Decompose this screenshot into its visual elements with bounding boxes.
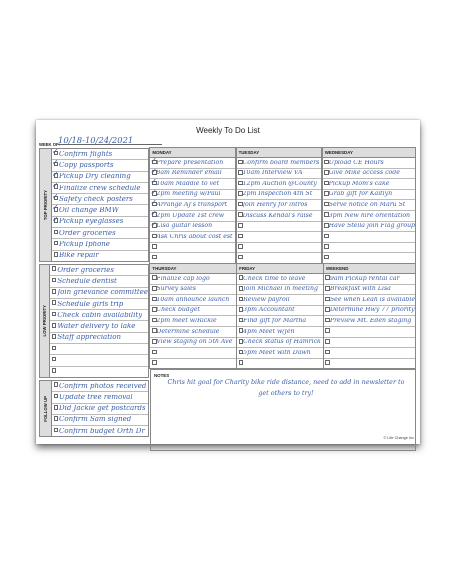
checkbox[interactable] (238, 255, 243, 260)
task-row[interactable] (150, 285, 235, 296)
checkbox[interactable] (52, 312, 57, 317)
task-text: Check status of Hamrick (243, 339, 321, 346)
task-row[interactable] (50, 310, 148, 321)
week-row (150, 148, 416, 264)
checkbox[interactable] (52, 300, 57, 305)
checkbox[interactable] (52, 357, 57, 362)
task-text: Confirm board members (242, 159, 320, 166)
group-items (52, 381, 148, 436)
checkbox[interactable] (239, 286, 244, 291)
task-row[interactable] (237, 222, 322, 233)
task-row[interactable] (150, 208, 235, 222)
task-row[interactable] (237, 158, 322, 169)
task-row[interactable] (237, 316, 322, 327)
checkbox[interactable] (238, 234, 243, 239)
checkbox[interactable] (54, 428, 59, 433)
task-row[interactable] (50, 344, 148, 355)
task-row[interactable] (323, 169, 415, 180)
group-low-priority (39, 264, 149, 378)
checkbox[interactable] (324, 170, 329, 175)
task-text: Order groceries (57, 266, 115, 274)
group-items (52, 149, 148, 261)
task-row[interactable] (52, 415, 148, 426)
group-items (50, 265, 148, 377)
task-text: Arrange AJ's transport (156, 202, 228, 209)
checkbox[interactable] (52, 368, 57, 373)
checkbox[interactable] (152, 275, 157, 280)
task-text: Confirm photos received (59, 382, 147, 390)
checkbox[interactable] (238, 202, 243, 207)
task-row[interactable] (150, 187, 235, 201)
checkbox[interactable] (239, 328, 244, 333)
task-row[interactable] (323, 200, 415, 211)
task-row[interactable] (323, 179, 415, 190)
checkbox[interactable] (324, 234, 329, 239)
task-row[interactable] (323, 253, 415, 263)
task-row[interactable] (237, 243, 322, 254)
task-row[interactable] (237, 306, 322, 317)
task-text: Oil change BMW (59, 207, 119, 215)
task-row[interactable] (237, 169, 322, 180)
task-row[interactable] (237, 338, 322, 349)
task-row[interactable] (50, 355, 148, 366)
task-text: Finalize cap logo (156, 275, 210, 282)
checkmark-icon: ✓ (52, 147, 59, 156)
day-header: FRIDAY (237, 264, 322, 274)
task-row[interactable] (324, 316, 415, 327)
task-row[interactable] (50, 276, 148, 287)
checkbox[interactable] (325, 350, 330, 355)
group-label-text: TOP PRIORITY (43, 189, 48, 221)
checkbox[interactable] (152, 255, 157, 260)
task-text: Serve notice on Maru St (328, 202, 406, 209)
checkbox[interactable] (324, 244, 329, 249)
task-text: Upload CE Hours (328, 159, 384, 166)
checkbox[interactable] (152, 339, 157, 344)
day-weekend (323, 263, 416, 369)
task-row[interactable] (150, 200, 235, 211)
checkmark-icon: ✓ (52, 169, 59, 179)
checkbox[interactable] (152, 350, 157, 355)
task-row[interactable] (150, 253, 235, 263)
week-of-value[interactable]: 10/18-10/24/2021 (58, 136, 162, 145)
checkbox[interactable] (238, 212, 243, 217)
task-row[interactable] (323, 158, 415, 169)
task-text: Confirm Sam signed (59, 416, 132, 424)
week-row (150, 264, 416, 369)
task-row[interactable] (150, 338, 235, 349)
task-text: 3pm Accountant (243, 307, 295, 314)
checkbox[interactable] (152, 360, 157, 365)
checkmark-icon: ✓ (150, 187, 158, 197)
day-thursday (149, 263, 236, 369)
checkbox[interactable] (324, 160, 329, 165)
checkbox[interactable] (52, 323, 57, 328)
group-label (40, 381, 52, 436)
task-row[interactable] (150, 306, 235, 317)
task-row[interactable] (323, 232, 415, 243)
task-row[interactable] (52, 194, 148, 205)
task-row[interactable] (237, 327, 322, 338)
task-row[interactable] (237, 179, 322, 190)
task-row[interactable] (150, 316, 235, 327)
checkbox[interactable] (52, 334, 57, 339)
task-row[interactable] (324, 285, 415, 296)
checkmark-icon: ✓ (150, 156, 158, 165)
task-text: Join Michael in meeting (243, 286, 318, 293)
task-row[interactable] (237, 190, 322, 201)
group-label (40, 265, 50, 377)
task-text: Water delivery to lake (57, 323, 136, 331)
task-row[interactable] (237, 285, 322, 296)
task-text: 5pm Meet with Dawn (243, 349, 311, 356)
task-text: Pickup Dry cleaning (59, 173, 131, 181)
task-row[interactable] (52, 180, 148, 194)
checkbox[interactable] (152, 307, 157, 312)
task-text: Breakfast with Lisa (329, 286, 391, 293)
task-text: 10am Maddie to vet (156, 180, 220, 187)
task-row[interactable] (323, 243, 415, 254)
task-text: Preview Mt. Eden staging (329, 318, 412, 324)
task-text: 2pm meeting w/Paul (156, 191, 221, 198)
checkmark-icon: ✓ (150, 208, 158, 218)
checkbox[interactable] (238, 170, 243, 175)
checkbox[interactable] (238, 160, 243, 165)
notes-text[interactable]: Chris hit goal for Charity bike ride distance, need to add in newsletter to get others to try! (167, 377, 405, 397)
checkbox[interactable] (152, 297, 157, 302)
checkbox[interactable] (325, 360, 330, 365)
day-header: WEEKEND (324, 264, 415, 274)
task-row[interactable] (52, 392, 148, 403)
task-text: Schedule dentist (57, 277, 117, 285)
checkbox[interactable] (239, 350, 244, 355)
task-row[interactable] (150, 348, 235, 359)
checkbox[interactable] (54, 416, 59, 421)
task-row[interactable] (323, 211, 415, 222)
task-row[interactable] (324, 306, 415, 317)
checkmark-icon: ✓ (52, 214, 59, 224)
task-text: Determine schedule (156, 328, 220, 335)
task-text: 2pm Update 1st crew (156, 212, 225, 219)
day-header: TUESDAY (237, 148, 322, 158)
task-row[interactable] (324, 295, 415, 306)
checkbox[interactable] (325, 275, 330, 280)
brand-mark: © Life Change Inc (383, 436, 414, 440)
day-friday (236, 263, 323, 369)
task-text: Did Jackie get postcards (59, 405, 146, 413)
week-of-label: WEEK OF: (39, 142, 60, 147)
task-text: See when Leah is available (329, 296, 416, 303)
checkbox[interactable] (325, 328, 330, 333)
task-text: Prepare presentation (156, 159, 224, 166)
task-row[interactable] (50, 299, 148, 310)
task-row[interactable] (237, 348, 322, 359)
task-text: Discuss Kendal's raise (242, 212, 313, 219)
checkmark-icon: ✓ (52, 203, 59, 213)
checkbox[interactable] (54, 241, 59, 246)
checkbox[interactable] (239, 275, 244, 280)
task-text: Staff appreciation (57, 334, 122, 342)
task-text: 4pm Meet w/Jen (243, 328, 295, 335)
checkbox[interactable] (325, 307, 330, 312)
task-text: Order groceries (59, 229, 116, 237)
task-row[interactable] (237, 274, 322, 285)
group-top-priority (39, 148, 149, 262)
task-row[interactable] (237, 253, 322, 263)
day-header: WEDNESDAY (323, 148, 415, 158)
checkbox[interactable] (152, 244, 157, 249)
task-text: 3pm New hire orientation (328, 212, 411, 219)
task-row[interactable] (150, 219, 235, 233)
task-row[interactable] (52, 426, 148, 436)
checkmark-icon: ✓ (150, 177, 158, 187)
checkbox[interactable] (324, 212, 329, 217)
task-text: 2pm Inspection 4th St (242, 191, 313, 198)
task-text: 10am announce launch (156, 296, 230, 303)
task-row[interactable] (150, 274, 235, 285)
task-row[interactable] (150, 359, 235, 369)
group-follow-up (39, 380, 149, 437)
task-text: Check budget (156, 307, 200, 314)
checkbox[interactable] (239, 307, 244, 312)
task-text: Pickup eyeglasses (59, 218, 124, 226)
task-row[interactable] (50, 333, 148, 344)
task-text: Pickup Mom's cake (328, 180, 390, 187)
task-row[interactable] (150, 243, 235, 254)
task-text: 10am Interview VA (242, 170, 303, 177)
day-wednesday (322, 147, 416, 264)
day-monday (149, 147, 236, 264)
task-row[interactable] (50, 265, 148, 276)
checkbox[interactable] (54, 230, 59, 235)
task-text: Determine Hwy 77 priority (329, 307, 415, 314)
task-row[interactable] (324, 274, 415, 285)
checkbox[interactable] (239, 360, 244, 365)
checkbox[interactable] (54, 394, 59, 399)
checkbox[interactable] (152, 234, 157, 239)
checkbox[interactable] (54, 382, 59, 387)
task-text: Join grievance committee (57, 289, 148, 297)
checkbox[interactable] (324, 255, 329, 260)
checkbox[interactable] (52, 346, 57, 351)
task-row[interactable] (324, 338, 415, 349)
priority-column (39, 148, 149, 439)
checkbox[interactable] (52, 278, 57, 283)
checkbox[interactable] (324, 202, 329, 207)
checkmark-icon: ✓ (150, 198, 158, 208)
task-text: Check time to leave (243, 275, 306, 282)
task-text: Copy passports (59, 161, 114, 169)
notes-section (150, 369, 416, 451)
checkbox[interactable] (325, 297, 330, 302)
task-text: Join Henry for intros (242, 202, 308, 209)
task-row[interactable] (52, 149, 148, 160)
checkbox[interactable] (324, 181, 329, 186)
checkmark-icon: ✓ (52, 180, 59, 190)
task-row[interactable] (50, 367, 148, 377)
task-text: Schedule girls trip (57, 300, 124, 308)
checkbox[interactable] (152, 286, 157, 291)
task-row[interactable] (150, 158, 235, 169)
group-label-text: LOW PRIORITY (42, 305, 48, 337)
checkbox[interactable] (54, 405, 59, 410)
task-row[interactable] (323, 190, 415, 201)
task-row[interactable] (324, 348, 415, 359)
task-row[interactable] (50, 321, 148, 332)
task-row[interactable] (150, 179, 235, 190)
task-text: Survey sales (156, 286, 196, 293)
task-text: Give Mike access code (328, 170, 400, 177)
checkbox[interactable] (325, 339, 330, 344)
checkbox[interactable] (238, 244, 243, 249)
checkbox[interactable] (325, 286, 330, 291)
checkbox[interactable] (324, 191, 329, 196)
checkbox[interactable] (239, 318, 244, 323)
checkbox[interactable] (152, 318, 157, 323)
task-text: 12pm Auction @County (242, 180, 317, 187)
task-row[interactable] (323, 222, 415, 233)
task-text: Pickup Iphone (59, 241, 110, 249)
task-row[interactable] (150, 327, 235, 338)
checkbox[interactable] (54, 252, 59, 257)
task-row[interactable] (52, 239, 148, 250)
group-label-text: FOLLOW UP (43, 395, 48, 422)
checkmark-icon: ✓ (150, 166, 158, 176)
task-row[interactable] (324, 327, 415, 338)
task-text: Ask Chris about cost est (156, 233, 233, 240)
checkmark-icon: ✓ (52, 192, 59, 202)
checkbox[interactable] (325, 318, 330, 323)
task-row[interactable] (52, 214, 148, 228)
checkbox[interactable] (52, 266, 57, 271)
task-row[interactable] (237, 200, 322, 211)
task-row[interactable] (52, 228, 148, 239)
task-row[interactable] (50, 288, 148, 299)
task-row[interactable] (324, 359, 415, 369)
task-row[interactable] (237, 295, 322, 306)
checkbox[interactable] (238, 191, 243, 196)
day-header: THURSDAY (150, 264, 235, 274)
task-text: 8am Reminder email (156, 170, 222, 177)
task-row[interactable] (237, 232, 322, 243)
task-text: 2pm meet w/Rickie (156, 318, 217, 324)
task-row[interactable] (237, 211, 322, 222)
task-row[interactable] (150, 166, 235, 180)
checkbox[interactable] (239, 339, 244, 344)
task-row[interactable] (52, 381, 148, 392)
checkmark-icon: ✓ (52, 158, 59, 168)
checkbox[interactable] (238, 181, 243, 186)
task-text: View staging on 5th Ave (156, 339, 233, 346)
task-text: Have Stella join Flag group (328, 223, 416, 230)
task-text: Update tree removal (59, 393, 133, 401)
sheet-title: Weekly To Do List (196, 126, 260, 135)
day-tuesday (236, 147, 323, 264)
task-text: 9am Pickup rental car (329, 275, 400, 282)
task-text: Safety check posters (59, 195, 133, 203)
task-text: Bike repair (59, 252, 99, 260)
task-text: Lisa guitar lesson (156, 223, 213, 230)
task-row[interactable] (52, 205, 148, 216)
task-row[interactable] (237, 359, 322, 369)
checkbox[interactable] (52, 289, 57, 294)
checkbox[interactable] (239, 297, 244, 302)
task-row[interactable] (52, 404, 148, 415)
task-row[interactable] (52, 251, 148, 261)
checkmark-icon: ✓ (150, 219, 158, 229)
task-text: Review payroll (243, 296, 290, 303)
checkbox[interactable] (152, 328, 157, 333)
notes-label: NOTES (154, 372, 170, 378)
task-text: Finalize crew schedule (59, 184, 141, 192)
task-row[interactable] (52, 160, 148, 171)
task-row[interactable] (150, 295, 235, 306)
task-row[interactable] (52, 169, 148, 183)
group-label (40, 149, 52, 261)
day-header: MONDAY (150, 148, 235, 158)
task-text: Check cabin availability (57, 311, 143, 319)
task-row[interactable] (150, 232, 235, 243)
task-text: Confirm flights (59, 150, 113, 158)
todo-sheet (36, 120, 420, 444)
checkbox[interactable] (238, 223, 243, 228)
task-text: Confirm budget Orth Dr (59, 427, 145, 435)
task-text: Grab gift for Kaitlyn (328, 191, 393, 198)
task-text: Find gift for Martha (243, 318, 307, 324)
checkbox[interactable] (324, 223, 329, 228)
week-grid (150, 148, 416, 451)
